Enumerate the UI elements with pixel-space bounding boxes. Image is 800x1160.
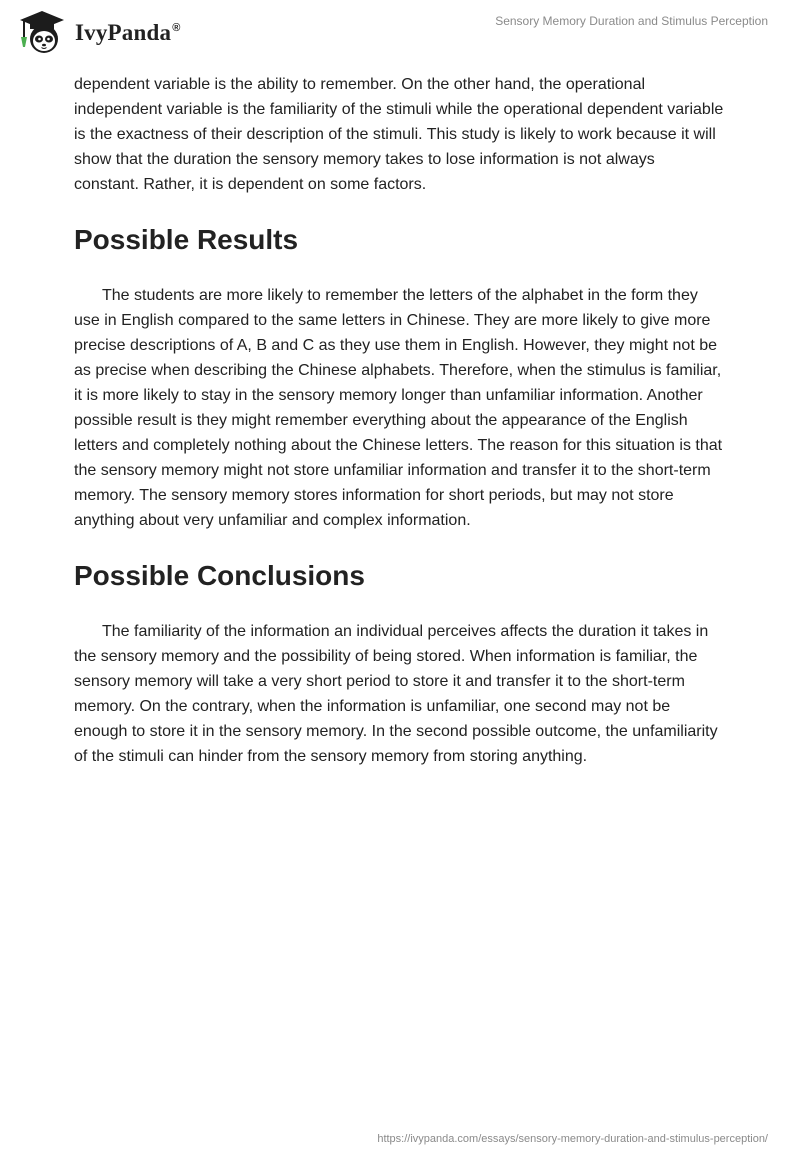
page-header xyxy=(0,0,800,64)
source-url-link[interactable]: https://ivypanda.com/essays/sensory-memory-duration-and-stimulus-perception/ xyxy=(377,1133,768,1145)
panda-graduate-icon xyxy=(16,9,68,55)
registered-mark: ® xyxy=(172,22,181,34)
essay-body xyxy=(74,72,724,769)
ivypanda-logo[interactable] xyxy=(16,8,181,56)
results-paragraph: The students are more likely to remember the letters of the alphabet in the form they use in English compared to the same letters in Chinese. They are more likely to give more precise descriptions of A, B and C as they use them in English. However, they might not be as precise when describing the Chinese alphabets. Therefore, when the stimulus is familiar, it is more likely to stay in the sensory memory longer than unfamiliar information. Another possible result is they might remember everything about the appearance of the English letters and completely nothing about the Chinese letters. The reason for this situation is that the sensory memory might not store unfamiliar information and transfer it to the short-term memory. The sensory memory stores information for short periods, but may not store anything about very unfamiliar and complex information. xyxy=(74,287,723,529)
conclusions-paragraph: The familiarity of the information an individual perceives affects the duration it takes in the sensory memory and the possibility of being stored. When information is familiar, the sensory memory will take a very short period to store it and transfer it to the short-term memory. On the contrary, when the information is unfamiliar, one second may not be enough to store it in the sensory memory. In the second possible outcome, the unfamiliarity of the stimuli can hinder from the sensory memory from storing anything. xyxy=(74,623,718,765)
running-title: Sensory Memory Duration and Stimulus Perception xyxy=(495,14,768,28)
intro-paragraph: dependent variable is the ability to remember. On the other hand, the operational independent variable is the familiarity of the stimuli while the operational dependent variable is the exactness of their description of the stimuli. This study is likely to work because it will show that the duration the sensory memory takes to lose information is not always constant. Rather, it is dependent on some factors. xyxy=(74,76,724,193)
section-heading-conclusions: Possible Conclusions xyxy=(74,560,365,591)
logo-wordmark: IvyPanda® xyxy=(75,20,181,45)
section-heading-results: Possible Results xyxy=(74,224,299,255)
